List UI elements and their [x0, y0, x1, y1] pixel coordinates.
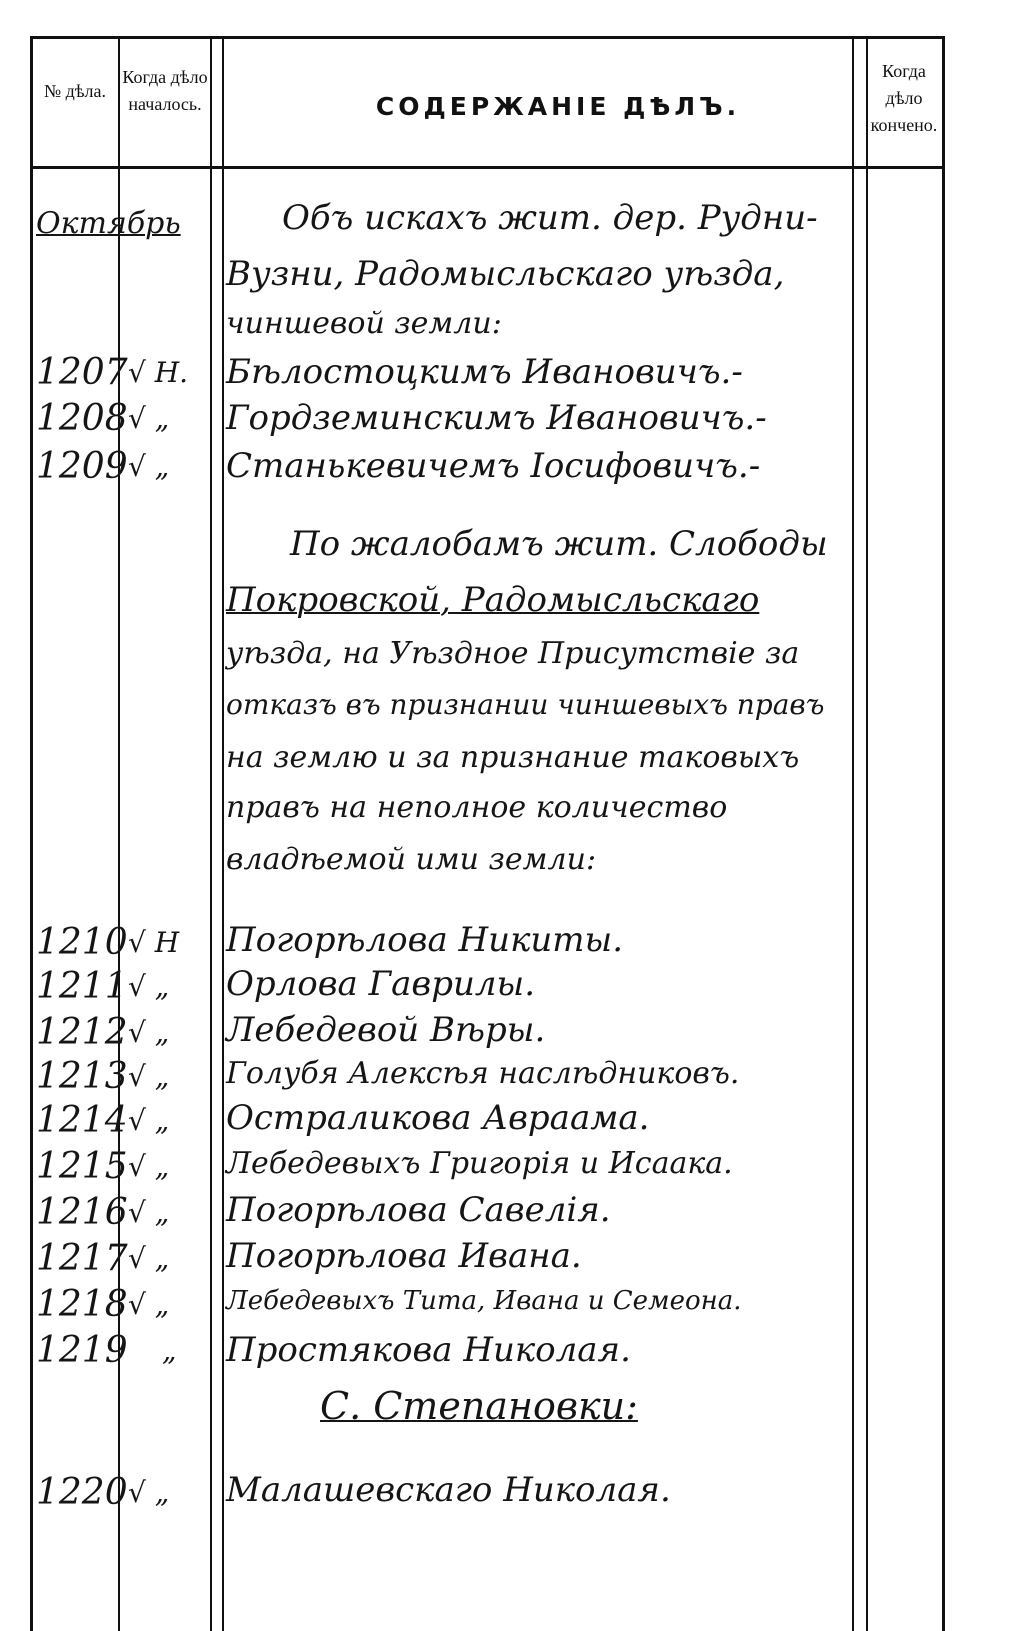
case-entry: Гордземинскимъ Ивановичъ.-: [226, 398, 767, 438]
case-entry: Погорѣлова Савелія.: [226, 1190, 611, 1230]
header-contents-title: СОДЕРЖАНІЕ ДѢЛЪ.: [375, 92, 741, 121]
case-number: 1209: [36, 446, 128, 487]
case-number: 1219: [36, 1330, 128, 1371]
case-mark: √ Н: [128, 926, 180, 959]
top-border: [30, 36, 944, 39]
month-label: Октябрь: [36, 206, 181, 241]
case-entry: Лебедевой Вѣры.: [226, 1010, 546, 1050]
case-number: 1213: [36, 1056, 128, 1097]
case-mark: „: [162, 1334, 177, 1367]
case-entry: Погорѣлова Никиты.: [226, 920, 624, 960]
section-heading-line: отказъ въ признании чиншевыхъ правъ: [226, 688, 825, 721]
case-entry: Лебедевыхъ Григорія и Исаака.: [226, 1146, 733, 1181]
case-number: 1208: [36, 398, 128, 439]
case-number: 1211: [36, 966, 128, 1007]
left-border: [30, 36, 33, 1631]
section-heading-line: Объ искахъ жит. дер. Рудни-: [282, 198, 818, 238]
case-entry: Остраликова Авраама.: [226, 1098, 650, 1138]
case-entry: Станькевичемъ Іосифовичъ.-: [226, 446, 761, 486]
case-entry: Малашевскаго Николая.: [226, 1470, 671, 1510]
case-mark: √ „: [128, 1016, 170, 1049]
case-number: 1207: [36, 352, 128, 393]
case-entry: Бѣлостоцкимъ Ивановичъ.-: [226, 352, 743, 392]
case-number: 1214: [36, 1100, 128, 1141]
case-mark: √ „: [128, 1476, 170, 1509]
case-mark: √ „: [128, 402, 170, 435]
case-mark: √ „: [128, 1242, 170, 1275]
case-entry: Орлова Гаврилы.: [226, 964, 536, 1004]
section-heading-line: уѣзда, на Уѣздное Присутствіе за: [226, 636, 800, 671]
section-heading-line: С. Степановки:: [320, 1384, 638, 1428]
column-divider-3: [222, 36, 224, 1631]
section-heading-line: Покровской, Радомысльскаго: [226, 580, 760, 620]
header-bottom-rule: [30, 166, 944, 169]
case-entry: Лебедевыхъ Тита, Ивана и Семеона.: [226, 1286, 742, 1316]
case-mark: √ „: [128, 1104, 170, 1137]
case-mark: √ Н.: [128, 356, 189, 389]
column-divider-5: [866, 36, 868, 1631]
case-number: 1218: [36, 1284, 128, 1325]
section-heading-line: на землю и за признание таковыхъ: [226, 740, 800, 775]
header-end-date: Когда дѣло кончено.: [870, 61, 938, 135]
column-divider-2: [210, 36, 212, 1631]
column-divider-4: [852, 36, 854, 1631]
column-divider-1: [118, 36, 120, 1631]
case-number: 1215: [36, 1146, 128, 1187]
case-number: 1216: [36, 1192, 128, 1233]
case-entry: Погорѣлова Ивана.: [226, 1236, 582, 1276]
case-mark: √ „: [128, 1150, 170, 1183]
right-border: [942, 36, 945, 1631]
section-heading-line: Вузни, Радомысльскаго уѣзда,: [226, 254, 785, 294]
case-mark: √ „: [128, 450, 170, 483]
case-mark: √ „: [128, 1060, 170, 1093]
case-number: 1212: [36, 1012, 128, 1053]
section-heading-line: владѣемой ими земли:: [226, 842, 597, 877]
case-mark: √ „: [128, 1288, 170, 1321]
case-mark: √ „: [128, 1196, 170, 1229]
header-case-number: № дѣла.: [43, 81, 107, 101]
case-mark: √ „: [128, 970, 170, 1003]
case-entry: Голубя Алексѣя наслѣдниковъ.: [226, 1056, 740, 1091]
section-heading-line: чиншевой земли:: [226, 306, 502, 341]
section-heading-line: правъ на неполное количество: [226, 790, 728, 825]
section-heading-line: По жалобамъ жит. Слободы: [290, 524, 828, 564]
case-number: 1210: [36, 922, 128, 963]
case-number: 1220: [36, 1472, 128, 1513]
case-entry: Простякова Николая.: [226, 1330, 631, 1370]
header-start-date: Когда дѣло началось.: [122, 67, 208, 114]
case-number: 1217: [36, 1238, 128, 1279]
